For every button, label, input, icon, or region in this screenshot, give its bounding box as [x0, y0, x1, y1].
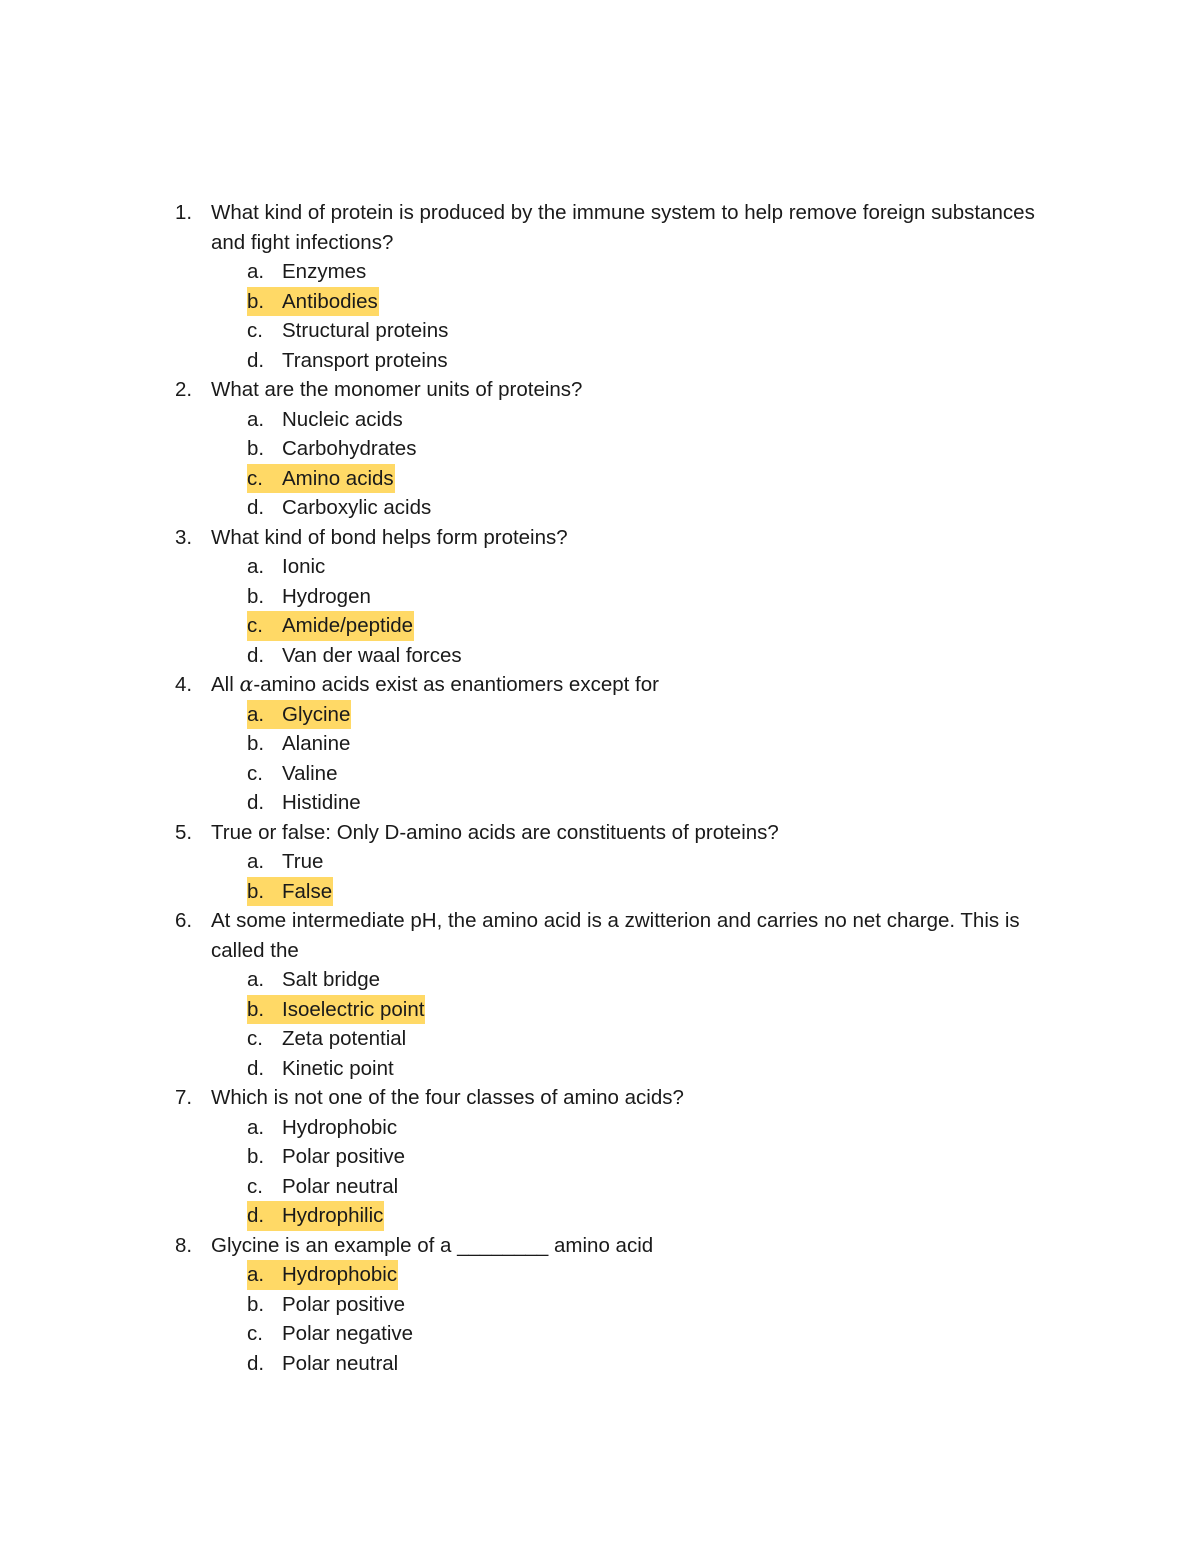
option-letter: c.: [247, 319, 263, 342]
option-text: Polar positive: [282, 1292, 406, 1316]
highlighted-answer: [247, 700, 351, 730]
option-letter: b.: [247, 879, 265, 903]
option-letter: d.: [247, 1056, 265, 1080]
question-2: [175, 375, 1055, 405]
question-text: At some intermediate pH, the amino acid is a zwitterion and carries no net charge. This is called the: [211, 909, 1020, 962]
highlighted-answer: [247, 995, 425, 1025]
question-text: Which is not one of the four classes of amino acids?: [211, 1086, 684, 1109]
question-text-prefix: All: [211, 673, 240, 696]
option-c: [247, 1172, 1055, 1202]
option-text: Van der waal forces: [282, 643, 462, 667]
question-4-options: [175, 700, 1055, 818]
option-letter: d.: [247, 643, 265, 667]
option-text: True: [282, 850, 324, 873]
option-letter: c.: [247, 1027, 263, 1050]
option-letter: c.: [247, 1174, 263, 1198]
quiz-list: [175, 198, 1055, 1378]
question-7: [175, 1083, 1055, 1113]
option-a: [247, 965, 1055, 995]
alpha-symbol: α: [239, 672, 254, 696]
highlighted-answer: [247, 464, 395, 494]
option-text: Hydrophilic: [282, 1204, 384, 1227]
option-letter: d.: [247, 1204, 265, 1227]
question-text: What kind of bond helps form proteins?: [211, 525, 568, 549]
option-letter: b.: [247, 584, 265, 608]
option-b: [247, 287, 1055, 317]
option-text: Glycine: [282, 702, 351, 726]
option-letter: a.: [247, 1115, 265, 1139]
highlighted-answer: [247, 611, 414, 641]
option-b: [247, 729, 1055, 759]
option-b: [247, 434, 1055, 464]
option-letter: b.: [247, 1145, 265, 1168]
question-8-options: [175, 1260, 1055, 1378]
highlighted-answer: [247, 287, 379, 317]
question-2-options: [175, 405, 1055, 523]
highlighted-answer: [247, 1260, 398, 1290]
question-number: 3.: [175, 525, 193, 549]
option-letter: d.: [247, 348, 265, 372]
option-b: [247, 995, 1055, 1025]
option-a: [247, 405, 1055, 435]
option-text: False: [282, 879, 333, 903]
option-text: Isoelectric point: [282, 997, 425, 1021]
option-text: Carboxylic acids: [282, 496, 432, 519]
option-d: [247, 788, 1055, 818]
option-d: [247, 641, 1055, 671]
question-6: [175, 906, 1055, 965]
question-text: What are the monomer units of proteins?: [211, 378, 583, 401]
option-letter: a.: [247, 555, 265, 578]
question-1-options: [175, 257, 1055, 375]
option-letter: b.: [247, 997, 265, 1021]
option-text: Polar negative: [282, 1322, 414, 1345]
question-number: 4.: [175, 673, 193, 696]
question-text: [211, 670, 1055, 700]
option-text: Nucleic acids: [282, 407, 403, 431]
question-1: [175, 198, 1055, 257]
option-d: [247, 493, 1055, 523]
question-text: What kind of protein is produced by the immune system to help remove foreign substances and fight infections?: [211, 201, 1035, 254]
option-c: [247, 759, 1055, 789]
question-5: [175, 818, 1055, 848]
option-letter: c.: [247, 761, 263, 785]
option-c: [247, 611, 1055, 641]
option-text: Polar positive: [282, 1145, 406, 1168]
highlighted-answer: [247, 1201, 384, 1231]
option-c: [247, 1319, 1055, 1349]
option-text: Amino acids: [282, 466, 394, 490]
option-d: [247, 1201, 1055, 1231]
option-c: [247, 316, 1055, 346]
option-letter: b.: [247, 732, 265, 755]
option-text: Amide/peptide: [282, 614, 414, 637]
option-letter: c.: [247, 466, 263, 490]
option-letter: d.: [247, 1351, 265, 1375]
option-d: [247, 346, 1055, 376]
option-b: [247, 1290, 1055, 1320]
option-c: [247, 1024, 1055, 1054]
option-letter: c.: [247, 1322, 263, 1345]
option-b: [247, 1142, 1055, 1172]
question-8: [175, 1231, 1055, 1261]
option-letter: a.: [247, 407, 265, 431]
option-text: Valine: [282, 761, 338, 785]
option-a: [247, 847, 1055, 877]
question-text: Glycine is an example of a ________ amino acid: [211, 1233, 654, 1257]
option-text: Enzymes: [282, 260, 367, 283]
question-number: 8.: [175, 1233, 193, 1257]
highlighted-answer: [247, 877, 333, 907]
option-letter: c.: [247, 614, 263, 637]
option-text: Hydrogen: [282, 584, 371, 608]
option-text: Histidine: [282, 791, 361, 814]
option-text: Carbohydrates: [282, 437, 417, 460]
option-a: [247, 552, 1055, 582]
option-text: Ionic: [282, 555, 326, 578]
question-3-options: [175, 552, 1055, 670]
question-3: [175, 523, 1055, 553]
option-a: [247, 700, 1055, 730]
question-number: 5.: [175, 820, 193, 844]
question-number: 2.: [175, 378, 193, 401]
option-letter: a.: [247, 260, 265, 283]
option-letter: a.: [247, 702, 265, 726]
option-text: Transport proteins: [282, 348, 448, 372]
option-text: Structural proteins: [282, 319, 449, 342]
question-text-suffix: -amino acids exist as enantiomers except for: [253, 673, 659, 696]
option-text: Zeta potential: [282, 1027, 407, 1050]
option-letter: a.: [247, 850, 265, 873]
question-number: 7.: [175, 1086, 193, 1109]
option-letter: b.: [247, 1292, 265, 1316]
option-letter: a.: [247, 968, 265, 991]
option-text: Alanine: [282, 732, 351, 755]
option-text: Polar neutral: [282, 1174, 399, 1198]
question-6-options: [175, 965, 1055, 1083]
option-text: Antibodies: [282, 289, 378, 313]
question-text: True or false: Only D-amino acids are constituents of proteins?: [211, 820, 779, 844]
option-text: Hydrophobic: [282, 1263, 398, 1286]
question-5-options: [175, 847, 1055, 906]
option-letter: a.: [247, 1263, 265, 1286]
option-letter: d.: [247, 496, 265, 519]
question-7-options: [175, 1113, 1055, 1231]
option-text: Salt bridge: [282, 968, 381, 991]
question-number: 6.: [175, 909, 193, 932]
option-d: [247, 1054, 1055, 1084]
option-letter: d.: [247, 791, 265, 814]
option-d: [247, 1349, 1055, 1379]
option-text: Kinetic point: [282, 1056, 394, 1080]
option-text: Hydrophobic: [282, 1115, 398, 1139]
option-a: [247, 1260, 1055, 1290]
option-a: [247, 257, 1055, 287]
option-b: [247, 877, 1055, 907]
option-text: Polar neutral: [282, 1351, 399, 1375]
option-letter: b.: [247, 289, 265, 313]
option-letter: b.: [247, 437, 265, 460]
question-4: [175, 670, 1055, 700]
question-number: 1.: [175, 201, 193, 224]
option-c: [247, 464, 1055, 494]
option-a: [247, 1113, 1055, 1143]
option-b: [247, 582, 1055, 612]
